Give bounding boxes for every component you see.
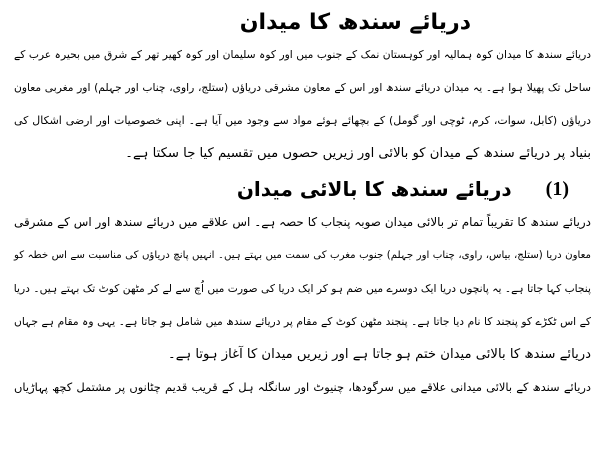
paragraph-line: دریاؤں (کابل، سوات، کرم، ٹوچی اور گومل) کے بچھائے ہوئے مواد سے وجود میں آیا ہے۔ اپنی خصوصیات اور ارضی اشکال کی xyxy=(14,114,591,127)
section-heading xyxy=(14,172,591,206)
paragraph-line: دریائے سندھ کا بالائی میدان ختم ہو جاتا ہے اور زیریں میدان کا آغاز ہوتا ہے۔ xyxy=(168,347,591,362)
paragraph-intro xyxy=(14,38,591,170)
section-number: (1) xyxy=(545,177,569,200)
paragraph-line: پنجاب کہا جاتا ہے۔ یہ پانچوں دریا ایک دوسرے میں ضم ہو کر ایک دریا کی صورت میں اُچ سے لے کر مٹھن کوٹ تک بہتے ہیں۔ دریا xyxy=(13,282,591,295)
paragraph-line: بنیاد پر دریائے سندھ کے میدان کو بالائی اور زیریں حصوں میں تقسیم کیا جا سکتا ہے۔ xyxy=(125,146,591,161)
section-title: دریائے سندھ کا بالائی میدان xyxy=(236,177,512,201)
paragraph-upper-plain xyxy=(14,206,591,404)
paragraph-line: دریائے سندھ کا تقریباً تمام تر بالائی میدان صوبہ پنجاب کا حصہ ہے۔ اس علاقے میں دریائے سندھ اور اس کے مشرقی xyxy=(14,215,591,229)
paragraph-line: معاون دریا (ستلج، بیاس، راوی، چناب اور جہلم) جنوب مغرب کی سمت میں بہتے ہیں۔ انہیں پانچ دریاؤں کی مناسبت سے اس خطہ کو xyxy=(14,250,591,261)
paragraph-line: دریائے سندھ کے بالائی میدانی علاقے میں سرگودھا، چنیوٹ اور سانگلہ ہل کے قریب قدیم چٹانوں پر مشتمل کچھ پہاڑیاں xyxy=(14,380,591,394)
paragraph-line: ساحل تک پھیلا ہوا ہے۔ یہ میدان دریائے سندھ اور اس کے معاون مشرقی دریاؤں (ستلج، راوی، چناب اور جہلم) اور مغربی معاون xyxy=(14,81,591,94)
paragraph-line: کے اس ٹکڑے کو پنجند کا نام دیا جاتا ہے۔ پنجند مٹھن کوٹ کے مقام پر دریائے سندھ میں شامل ہو جاتا ہے۔ یہی وہ مقام ہے جہاں xyxy=(14,315,591,328)
page-title: دریائے سندھ کا میدان xyxy=(239,10,471,35)
paragraph-line: دریائے سندھ کا میدان کوہ ہمالیہ اور کوہستان نمک کے جنوب میں اور کوہ سلیمان اور کوہ کھیر تھر کے شرق میں بحیرہ عرب کے xyxy=(14,48,591,61)
